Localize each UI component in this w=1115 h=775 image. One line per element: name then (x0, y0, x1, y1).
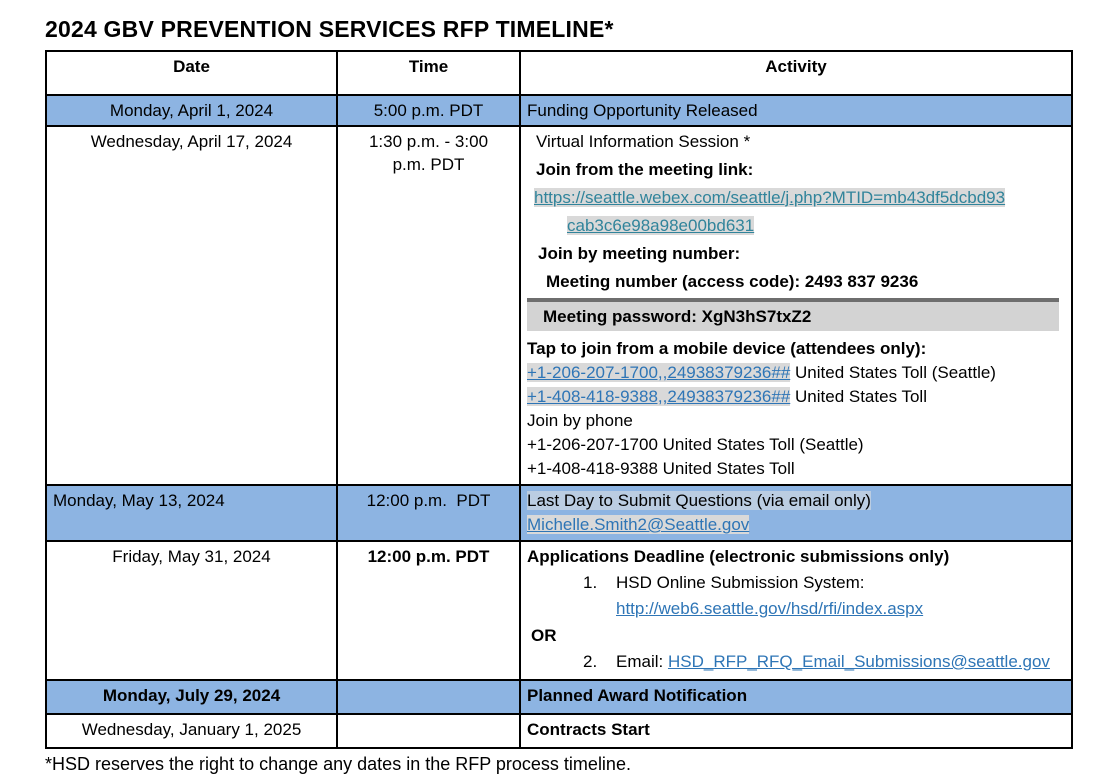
info-session-time-line2: p.m. PDT (392, 155, 465, 174)
contracts-start-activity: Contracts Start (520, 714, 1072, 748)
questions-deadline-activity (520, 485, 1072, 541)
hsd-email-submissions-link[interactable]: HSD_RFP_RFQ_Email_Submissions@seattle.gov (667, 652, 1050, 671)
submission-item1 (583, 571, 1065, 594)
phone2-text: +1-408-418-9388 United States Toll (527, 459, 795, 478)
award-notification-time (337, 680, 520, 714)
webex-meeting-link-line2[interactable]: cab3c6e98a98e00bd631 (567, 216, 755, 235)
table-row-info-session (46, 126, 1072, 485)
questions-deadline-time: 12:00 p.m. PDT (337, 485, 520, 541)
header-activity: Activity (520, 51, 1072, 95)
funding-release-date: Monday, April 1, 2024 (46, 95, 337, 126)
submission-item2 (583, 650, 1065, 673)
page-title: 2024 GBV PREVENTION SERVICES RFP TIMELINE* (45, 16, 614, 42)
phone-link2-suffix: United States Toll (790, 387, 927, 406)
questions-email-link[interactable]: Michelle.Smith2@Seattle.gov (527, 515, 750, 534)
funding-release-time: 5:00 p.m. PDT (337, 95, 520, 126)
webex-meeting-link-line1[interactable]: https://seattle.webex.com/seattle/j.php?MTID=mb43df5dcbd93 (534, 188, 1006, 207)
virtual-session-text: Virtual Information Session * (536, 132, 751, 151)
join-by-phone-label: Join by phone (527, 411, 633, 430)
submission-item1-number: 1. (583, 573, 598, 592)
info-session-date: Wednesday, April 17, 2024 (46, 126, 337, 485)
table-row-questions-deadline (46, 485, 1072, 541)
header-time: Time (337, 51, 520, 95)
questions-deadline-text-wrap (527, 489, 1065, 512)
footnote: *HSD reserves the right to change any dates in the RFP process timeline. (45, 754, 631, 774)
table-row-funding-release (46, 95, 1072, 126)
phone-link1-line (527, 361, 1065, 384)
info-session-time-line1: 1:30 p.m. - 3:00 (368, 132, 489, 151)
applications-deadline-time: 12:00 p.m. PDT (337, 541, 520, 680)
phone-link2-line (527, 385, 1065, 408)
join-meeting-link-label: Join from the meeting link: (536, 160, 754, 179)
applications-deadline-heading: Applications Deadline (electronic submissions only) (527, 547, 950, 566)
phone-link1[interactable]: +1-206-207-1700,,24938379236## (527, 363, 791, 382)
questions-deadline-date: Monday, May 13, 2024 (46, 485, 337, 541)
or-label: OR (531, 626, 557, 645)
phone-link2[interactable]: +1-408-418-9388,,24938379236## (527, 387, 791, 406)
info-session-activity (520, 126, 1072, 485)
questions-email-wrap (527, 513, 1065, 536)
table-row-award-notification (46, 680, 1072, 714)
phone1-text: +1-206-207-1700 United States Toll (Seattle) (527, 435, 864, 454)
submission-item2-number: 2. (583, 652, 598, 671)
contracts-start-time (337, 714, 520, 748)
join-by-number-label: Join by meeting number: (538, 244, 741, 263)
tap-to-join-label: Tap to join from a mobile device (attendees only): (527, 339, 927, 358)
email-label: Email: (616, 652, 668, 671)
applications-deadline-activity (520, 541, 1072, 680)
header-date: Date (46, 51, 337, 95)
table-row-contracts-start (46, 714, 1072, 748)
applications-deadline-date: Friday, May 31, 2024 (46, 541, 337, 680)
award-notification-activity: Planned Award Notification (520, 680, 1072, 714)
submission-item1-link-wrap (616, 597, 1065, 620)
rfp-timeline-table (45, 50, 1073, 749)
hsd-online-submission-link[interactable]: http://web6.seattle.gov/hsd/rfi/index.aspx (616, 599, 924, 618)
webex-link-line2-wrap (567, 214, 1065, 237)
info-session-time (337, 126, 520, 485)
submission-item1-text: HSD Online Submission System: (616, 573, 865, 592)
phone-link1-suffix: United States Toll (Seattle) (790, 363, 996, 382)
webex-link-line1-wrap (534, 186, 1065, 209)
funding-release-activity: Funding Opportunity Released (520, 95, 1072, 126)
meeting-password-bar: Meeting password: XgN3hS7txZ2 (527, 298, 1059, 331)
award-notification-date: Monday, July 29, 2024 (46, 680, 337, 714)
table-row-applications-deadline (46, 541, 1072, 680)
submission-item2-text (616, 650, 1050, 673)
contracts-start-date: Wednesday, January 1, 2025 (46, 714, 337, 748)
meeting-number-text: Meeting number (access code): 2493 837 9236 (546, 272, 919, 291)
table-header-row (46, 51, 1072, 95)
questions-deadline-text: Last Day to Submit Questions (via email only) (527, 491, 871, 510)
